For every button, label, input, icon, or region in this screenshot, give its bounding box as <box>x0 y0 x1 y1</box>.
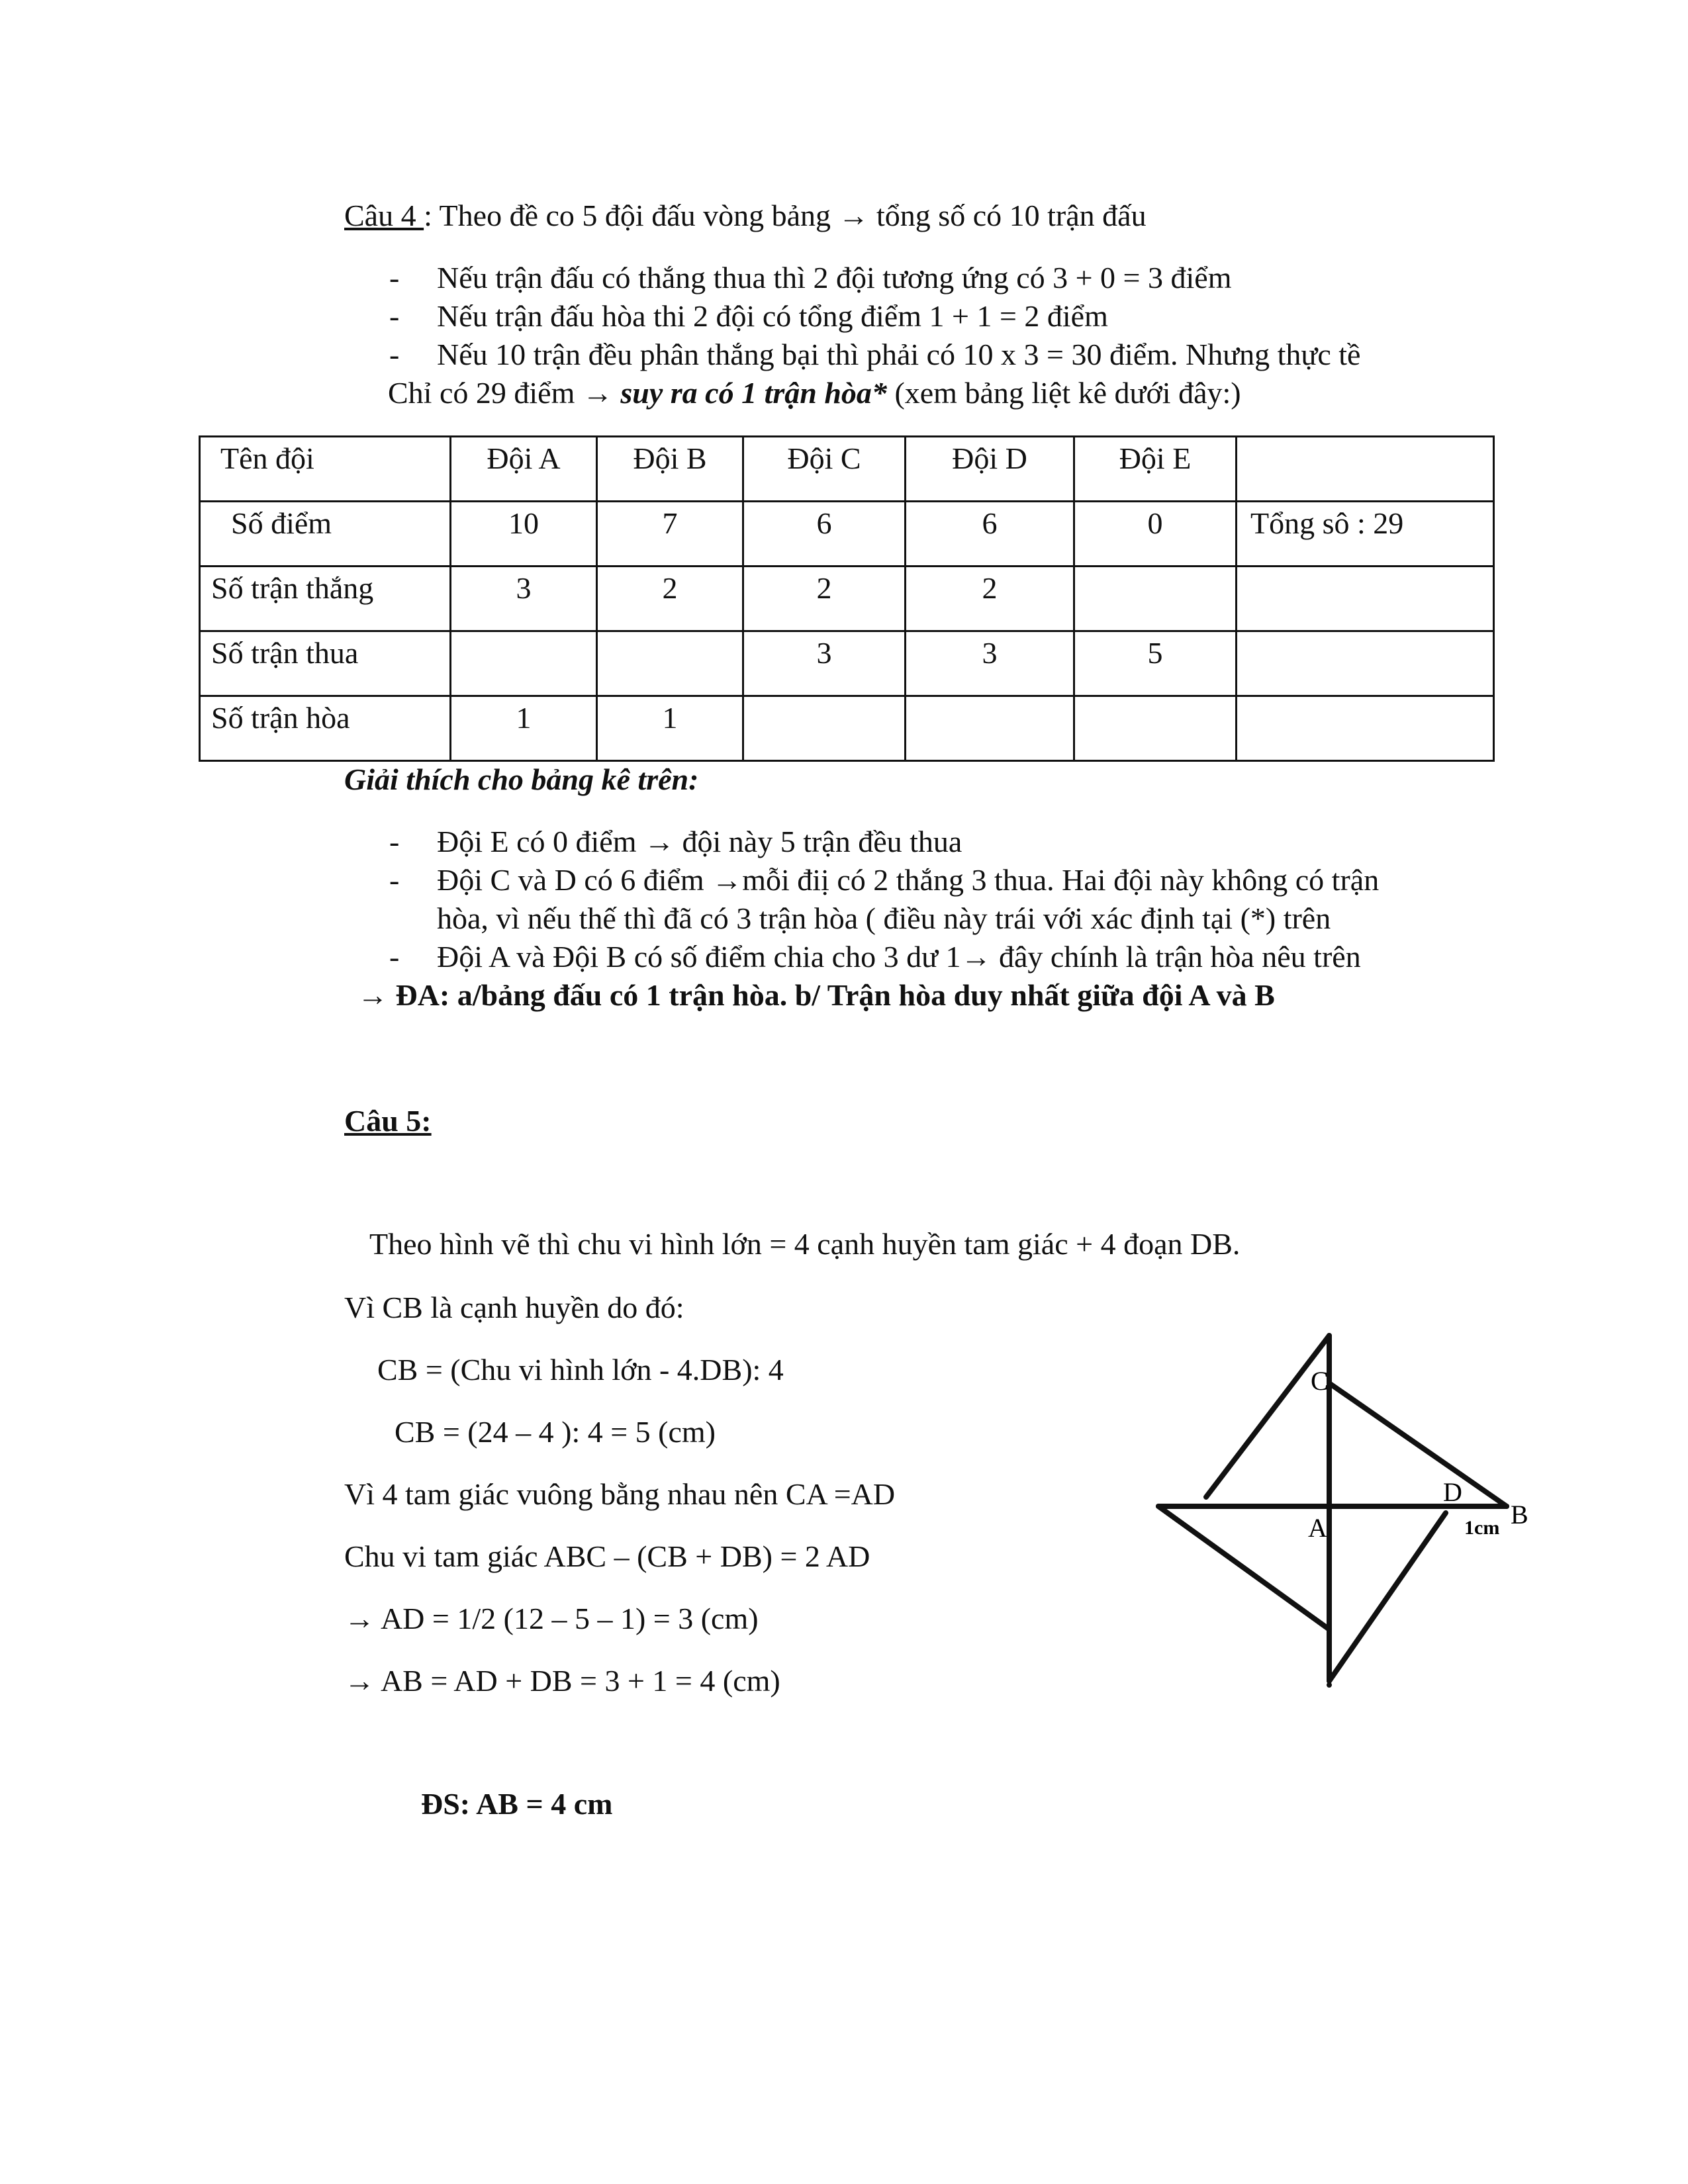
arrow-icon: → <box>344 1664 375 1698</box>
arrow-icon: → <box>582 376 613 410</box>
table-cell: Số điểm <box>200 502 451 567</box>
q5-line-5: Vì 4 tam giác vuông bằng nhau nên CA =AD <box>344 1477 896 1511</box>
bullet-dash: - <box>389 338 400 371</box>
table-cell: Đội A <box>451 437 597 502</box>
q4-bullet-2: Nếu trận đấu hòa thi 2 đội có tổng điểm 1 + 1 = 2 điểm <box>437 299 1108 333</box>
segment-bottom-right <box>1329 1513 1446 1681</box>
q4-line4-b: suy ra có 1 trận hòa* <box>620 376 887 410</box>
q4-line4-a: Chỉ có 29 điểm <box>388 376 583 410</box>
table-cell: Số trận thua <box>200 631 451 696</box>
table-cell: 6 <box>906 502 1074 567</box>
table-cell: 2 <box>597 567 743 631</box>
label-b: B <box>1511 1500 1528 1529</box>
explain-1-a: Đội E có 0 điểm <box>437 825 644 858</box>
q4-heading: Câu 4 <box>344 199 424 232</box>
q4-heading-rest: : Theo đề co 5 đội đấu vòng bảng <box>424 199 839 232</box>
bullet-dash: - <box>389 940 400 974</box>
table-cell: 1 <box>597 696 743 761</box>
q5-line-1: Theo hình vẽ thì chu vi hình lớn = 4 cạnh huyền tam giác + 4 đoạn DB. <box>369 1227 1241 1261</box>
table-cell: Tên đội <box>200 437 451 502</box>
table-cell: 3 <box>906 631 1074 696</box>
explain-2-a: Đội C và D có 6 điểm <box>437 863 712 897</box>
segment-top-left <box>1206 1336 1329 1497</box>
table-cell: 7 <box>597 502 743 567</box>
bullet-dash: - <box>389 863 400 897</box>
table-cell: Số trận hòa <box>200 696 451 761</box>
table-cell: 0 <box>1074 502 1237 567</box>
table-cell: Số trận thắng <box>200 567 451 631</box>
arrow-icon: → <box>344 1602 375 1635</box>
q5-line-6: Chu vi tam giác ABC – (CB + DB) = 2 AD <box>344 1539 870 1573</box>
q4-bullet-3: Nếu 10 trận đều phân thắng bại thì phải có 10 x 3 = 30 điểm. Nhưng thực tề <box>437 338 1361 371</box>
explain-title: Giải thích cho bảng kê trên: <box>344 762 699 796</box>
q5-line-2: Vì CB là cạnh huyền do đó: <box>344 1291 684 1324</box>
q5-line-8-text: AB = AD + DB = 3 + 1 = 4 (cm) <box>375 1664 780 1698</box>
bullet-dash: - <box>389 825 400 858</box>
arrow-icon: → <box>357 978 388 1012</box>
arrow-icon: → <box>644 825 675 858</box>
table-cell: 3 <box>451 567 597 631</box>
table-cell: Tổng sô : 29 <box>1237 502 1494 567</box>
table-cell: 1 <box>451 696 597 761</box>
explain-4-a: Đội A và Đội B có số điểm chia cho 3 dư 1 <box>437 940 961 974</box>
label-1cm: 1cm <box>1464 1517 1500 1539</box>
table-cell: 3 <box>743 631 906 696</box>
label-a: A <box>1308 1513 1327 1543</box>
table-cell: Đội E <box>1074 437 1237 502</box>
explain-1-b: đội này 5 trận đều thua <box>675 825 962 858</box>
segment-cb <box>1329 1383 1507 1506</box>
table-cell: 10 <box>451 502 597 567</box>
table-cell: 2 <box>743 567 906 631</box>
table-cell: 2 <box>906 567 1074 631</box>
label-d: D <box>1443 1477 1462 1507</box>
table-cell: Đội B <box>597 437 743 502</box>
table-cell: Đội D <box>906 437 1074 502</box>
q4-answer: ĐA: a/bảng đấu có 1 trận hòa. b/ Trận hòa duy nhất giữa đội A và B <box>395 978 1275 1012</box>
bullet-dash: - <box>389 299 400 333</box>
arrow-icon: → <box>712 863 743 897</box>
explain-2-b: mỗi điị có 2 thắng 3 thua. Hai đội này không có trận <box>742 863 1380 897</box>
table-cell: Đội C <box>743 437 906 502</box>
point-dot <box>1327 1682 1332 1688</box>
table-cell: 6 <box>743 502 906 567</box>
segment-bottom-left <box>1158 1506 1329 1629</box>
q4-bullet-1: Nếu trận đấu có thắng thua thì 2 đội tương ứng có 3 + 0 = 3 điểm <box>437 261 1232 295</box>
explain-4-b: đây chính là trận hòa nêu trên <box>991 940 1361 974</box>
q5-line-4: CB = (24 – 4 ): 4 = 5 (cm) <box>395 1415 716 1449</box>
label-c: C <box>1311 1366 1329 1396</box>
bullet-dash: - <box>389 261 400 295</box>
table-cell: 5 <box>1074 631 1237 696</box>
q4-heading-tail: tổng số có 10 trận đấu <box>868 199 1147 232</box>
arrow-icon: → <box>961 940 992 974</box>
q4-line4-c: (xem bảng liệt kê dưới đây:) <box>886 376 1241 410</box>
q5-line-7-text: AD = 1/2 (12 – 5 – 1) = 3 (cm) <box>375 1602 759 1635</box>
q5-heading: Câu 5: <box>344 1104 432 1138</box>
explain-3: hòa, vì nếu thế thì đã có 3 trận hòa ( điều này trái với xác định tại (*) trên <box>437 901 1331 935</box>
arrow-icon: → <box>838 199 869 232</box>
q5-line-3: CB = (Chu vi hình lớn - 4.DB): 4 <box>377 1353 784 1387</box>
q5-result: ĐS: AB = 4 cm <box>421 1787 613 1821</box>
